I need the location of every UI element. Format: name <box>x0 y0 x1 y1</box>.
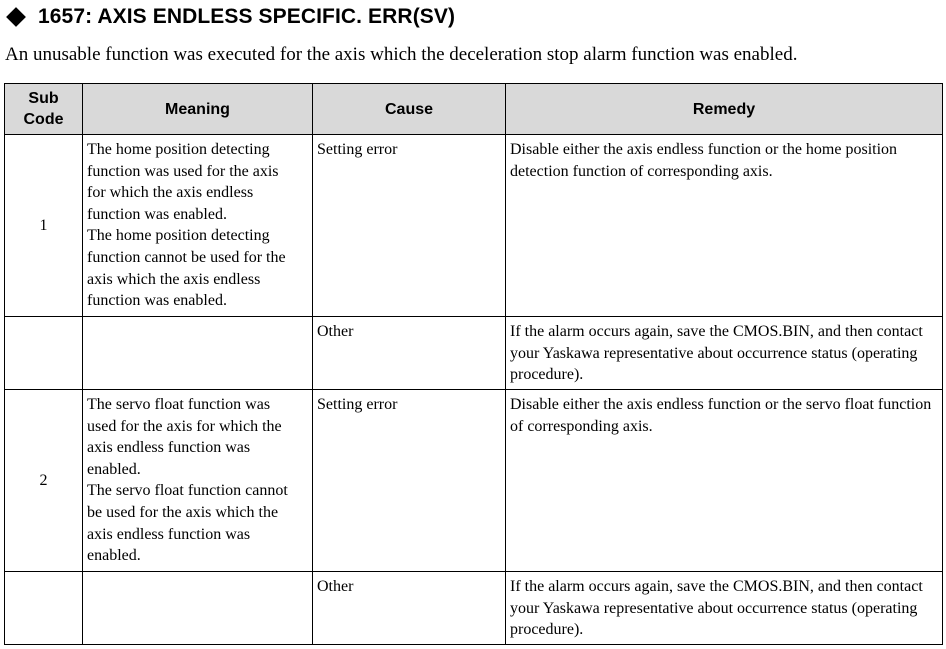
remedy-cell: Disable either the axis endless function or the home position detection function of corresponding axis. <box>506 135 943 317</box>
remedy-cell: If the alarm occurs again, save the CMOS.BIN, and then contact your Yaskawa representative about occurrence status (operating procedure). <box>506 317 943 390</box>
alarm-description: An unusable function was executed for the axis which the deceleration stop alarm function was enabled. <box>5 44 798 65</box>
remedy-cell: Disable either the axis endless function or the servo float function of corresponding axis. <box>506 390 943 572</box>
meaning-cell: The servo float function was used for the axis for which the axis endless function was enabled. The servo float function cannot be used for the axis which the axis endless function was enabled. <box>83 390 313 572</box>
column-header-remedy: Remedy <box>506 84 943 135</box>
sub-code-cell <box>5 317 83 390</box>
column-header-meaning: Meaning <box>83 84 313 135</box>
column-header-cause: Cause <box>313 84 506 135</box>
sub-code-header-line-2: Code <box>23 111 64 128</box>
meaning-cell: The home position detecting function was used for the axis for which the axis endless function was enabled. The home position detecting function cannot be used for the axis which the axis endless function was enabled. <box>83 135 313 317</box>
section-heading <box>4 2 455 32</box>
cause-cell: Setting error <box>313 390 506 572</box>
sub-code-cell: 1 <box>5 135 83 317</box>
alarm-table <box>4 83 943 645</box>
table-row <box>5 572 943 645</box>
sub-code-cell <box>5 572 83 645</box>
table-row <box>5 390 943 572</box>
diamond-bullet-icon <box>6 7 26 27</box>
table-header-row <box>5 84 943 135</box>
meaning-cell <box>83 317 313 390</box>
remedy-cell: If the alarm occurs again, save the CMOS.BIN, and then contact your Yaskawa representative about occurrence status (operating procedure). <box>506 572 943 645</box>
sub-code-header-line-1: Sub <box>28 90 59 107</box>
alarm-title: 1657: AXIS ENDLESS SPECIFIC. ERR(SV) <box>38 5 456 28</box>
sub-code-cell: 2 <box>5 390 83 572</box>
column-header-sub-code <box>5 84 83 135</box>
cause-cell: Other <box>313 317 506 390</box>
meaning-cell <box>83 572 313 645</box>
table-row <box>5 317 943 390</box>
table-row <box>5 135 943 317</box>
cause-cell: Other <box>313 572 506 645</box>
cause-cell: Setting error <box>313 135 506 317</box>
